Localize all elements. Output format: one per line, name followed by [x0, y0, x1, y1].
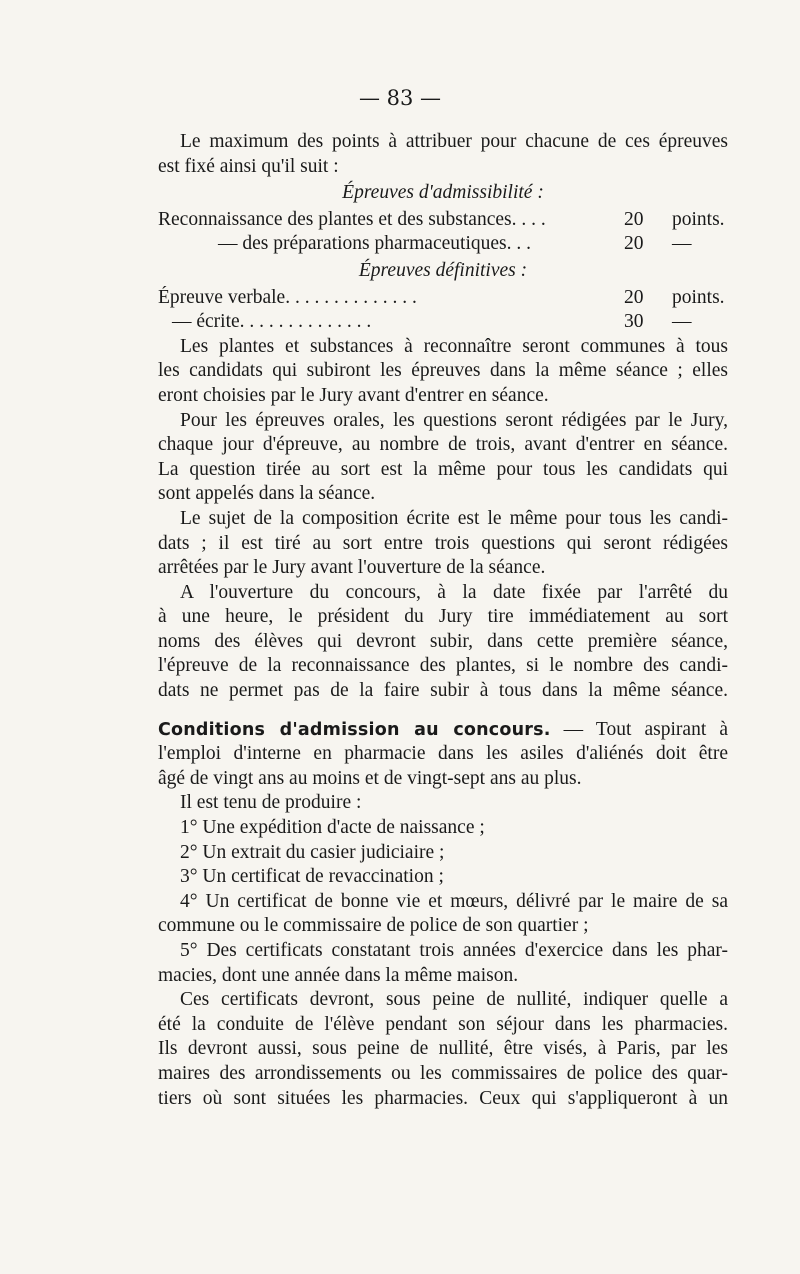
score-row: [158, 232, 728, 257]
score-row: [158, 286, 728, 311]
list-item-continued: macies, dont une année dans la même maison.: [158, 964, 519, 986]
text-line: est fixé ainsi qu'il suit :: [158, 155, 339, 177]
list-item: 5° Des certificats constatant trois années d'exercice dans les phar-: [180, 940, 728, 961]
conditions-intro: — Tout aspirant à: [563, 718, 729, 740]
text-line: A l'ouverture du concours, à la date fixée par l'arrêté du: [180, 581, 728, 603]
text-line: Ces certificats devront, sous peine de nullité, indiquer quelle a: [180, 989, 728, 1011]
conditions-heading: Conditions d'admission au concours.: [158, 719, 551, 740]
text-line: chaque jour d'épreuve, au nombre de trois, avant d'entrer en séance.: [158, 434, 728, 456]
text-line: Ils devront aussi, sous peine de nullité, être visés, à Paris, par les: [158, 1038, 728, 1060]
text-line: sont appelés dans la séance.: [158, 483, 376, 505]
paragraph: [158, 581, 728, 704]
definitive-heading: Épreuves définitives :: [358, 259, 528, 281]
text-line: maires des arrondissements ou les commissaires de police des quar-: [158, 1062, 728, 1084]
admissibility-heading: Épreuves d'admissibilité :: [342, 182, 544, 204]
score-unit: points.: [672, 208, 725, 230]
paragraph: [158, 507, 728, 581]
text-line: noms des élèves qui devront subir, dans cette première séance,: [158, 630, 728, 652]
admissibility-table: [158, 208, 728, 257]
text-line: Le sujet de la composition écrite est le même pour tous les candi-: [180, 507, 728, 529]
score-label: Reconnaissance des plantes et des substances. . . .: [158, 208, 546, 230]
page-number: — 83 —: [358, 86, 442, 110]
text-line: tiers où sont situées les pharmacies. Ceux qui s'appliqueront à un: [158, 1087, 728, 1109]
body-text: [158, 130, 728, 1111]
text-line: été la conduite de l'élève pendant son séjour dans les pharmacies.: [158, 1013, 728, 1035]
paragraph: [158, 335, 728, 409]
score-points: 30: [624, 311, 644, 333]
text-line: La question tirée au sort est la même pour tous les candidats qui: [158, 458, 728, 480]
text-line: eront choisies par le Jury avant d'entrer en séance.: [158, 384, 549, 406]
score-label: — des préparations pharmaceutiques. . .: [218, 233, 531, 255]
text-line: les candidats qui subiront les épreuves dans la même séance ; elles: [158, 360, 728, 382]
text-line: âgé de vingt ans au moins et de vingt-sept ans au plus.: [158, 767, 582, 789]
score-label: — écrite. . . . . . . . . . . . . .: [172, 311, 372, 333]
text-line: l'épreuve de la reconnaissance des plantes, si le nombre des candi-: [158, 655, 728, 677]
paragraph: [158, 409, 728, 507]
score-row: [158, 208, 728, 233]
score-points: 20: [624, 286, 644, 308]
text-line: arrêtées par le Jury avant l'ouverture de la séance.: [158, 557, 546, 579]
list-item: 2° Un extrait du casier judiciaire ;: [180, 841, 445, 863]
conditions-section: [158, 718, 728, 1112]
text-line: l'emploi d'interne en pharmacie dans les asiles d'aliénés doit être: [158, 743, 728, 765]
list-item: 1° Une expédition d'acte de naissance ;: [180, 817, 485, 839]
text-line: Pour les épreuves orales, les questions seront rédigées par le Jury,: [180, 409, 728, 431]
text-line: à une heure, le président du Jury tire immédiatement au sort: [158, 606, 728, 628]
text-line: [158, 718, 728, 743]
score-points: 20: [624, 208, 644, 230]
list-item: 4° Un certificat de bonne vie et mœurs, délivré par le maire de sa: [180, 890, 728, 912]
list-item: 3° Un certificat de revaccination ;: [180, 866, 444, 888]
text-line: Il est tenu de produire :: [180, 792, 362, 814]
intro-paragraph: [158, 130, 728, 179]
text-line: Les plantes et substances à reconnaître seront communes à tous: [180, 335, 728, 357]
score-row: [158, 310, 728, 335]
score-unit: points.: [672, 286, 725, 308]
text-line: dats ; il est tiré au sort entre trois questions qui seront rédigées: [158, 532, 728, 554]
score-unit: —: [672, 233, 692, 255]
score-points: 20: [624, 233, 644, 255]
text-line: dats ne permet pas de la faire subir à tous dans la même séance.: [158, 680, 728, 702]
list-item-continued: commune ou le commissaire de police de son quartier ;: [158, 915, 589, 937]
score-unit: —: [672, 311, 692, 333]
text-line: Le maximum des points à attribuer pour chacune de ces épreuves: [180, 131, 728, 152]
definitive-table: [158, 286, 728, 335]
score-label: Épreuve verbale. . . . . . . . . . . . . .: [158, 286, 417, 308]
